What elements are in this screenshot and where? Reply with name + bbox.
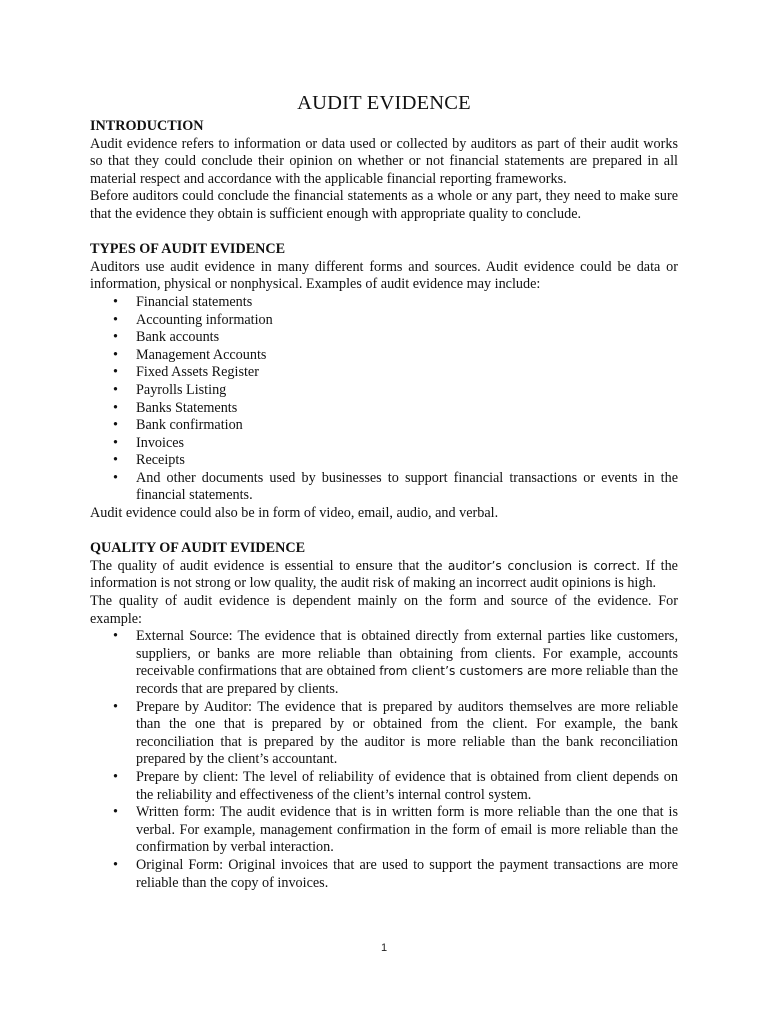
bullet-icon: • — [113, 434, 118, 451]
list-item — [113, 469, 678, 505]
list-item — [113, 698, 678, 769]
bullet-icon: • — [113, 311, 118, 328]
section-heading-quality: QUALITY OF AUDIT EVIDENCE — [90, 540, 306, 557]
list-item-text: And other documents used by businesses to support financial transactions or events in the financial statements. — [136, 469, 678, 504]
spacer — [90, 224, 678, 242]
types-intro-paragraph: Auditors use audit evidence in many different forms and sources. Audit evidence could be data or information, physical or nonphysical. Examples of audit evidence may include: — [90, 258, 678, 293]
list-item — [113, 293, 678, 312]
quality-paragraph-1-start: The quality of audit evidence is essential to ensure that the — [90, 557, 448, 574]
list-item — [113, 329, 678, 347]
bullet-icon: • — [113, 628, 118, 645]
list-item — [113, 311, 678, 330]
list-item-text: Original Form: Original invoices that are used to support the payment transactions are more reliable than the copy of invoices. — [136, 856, 678, 891]
document-title: AUDIT EVIDENCE — [297, 92, 471, 114]
section-heading-introduction: INTRODUCTION — [90, 118, 204, 134]
list-item-text: Banks Statements — [136, 399, 238, 416]
list-item-text: Prepare by client: The level of reliability of evidence that is obtained from client depends on the reliability and effectiveness of the client’s internal control system. — [136, 768, 678, 803]
list-item-text: Financial statements — [136, 293, 253, 310]
list-item — [113, 381, 678, 400]
list-item-text: Invoices — [136, 434, 185, 451]
list-item-text: Accounting information — [136, 311, 273, 328]
bullet-icon: • — [113, 804, 118, 821]
list-item — [113, 417, 678, 435]
bullet-icon: • — [113, 399, 118, 416]
quality-list — [90, 628, 678, 892]
bullet-icon: • — [113, 856, 118, 873]
bullet-icon: • — [113, 452, 118, 469]
list-item-text: Bank confirmation — [136, 417, 243, 434]
bullet-icon: • — [113, 329, 118, 346]
bullet-icon: • — [113, 364, 118, 381]
list-item-text: Fixed Assets Register — [136, 364, 259, 381]
types-list — [90, 294, 678, 505]
list-item — [113, 804, 678, 857]
list-item — [113, 434, 678, 453]
list-item — [113, 364, 678, 382]
quality-paragraph-1 — [90, 558, 678, 593]
bullet-icon: • — [113, 381, 118, 398]
types-closing-paragraph: Audit evidence could also be in form of video, email, audio, and verbal. — [90, 505, 499, 522]
list-item-text: Bank accounts — [136, 329, 220, 346]
list-item-text: Written form: The audit evidence that is in written form is more reliable than the one that is verbal. For example, management confirmation in the form of email is more reliable than the confirmation by verbal interaction. — [136, 804, 678, 856]
bullet-icon: • — [113, 768, 118, 785]
list-item-text: Payrolls Listing — [136, 381, 227, 398]
list-item — [113, 628, 679, 698]
quality-paragraph-1-sans: auditor’s conclusion is correct. — [447, 558, 641, 573]
list-item — [113, 346, 678, 365]
bullet-icon: • — [113, 698, 118, 715]
quality-paragraph-2: The quality of audit evidence is dependent mainly on the form and source of the evidence. For example: — [90, 593, 678, 627]
list-item-text: Management Accounts — [136, 346, 267, 363]
bullet-icon: • — [113, 417, 118, 434]
page-number: 1 — [380, 942, 388, 954]
list-item-text-start: External Source: The evidence that is obtained directly from external parties like customers, suppliers, or banks are more reliable than obtaining from clients. For example, accounts receivable confirmations that are obtained — [136, 628, 678, 680]
list-item — [113, 452, 678, 470]
introduction-paragraph-2: Before auditors could conclude the financial statements as a whole or any part, they need to make sure that the evidence they obtain is sufficient enough with appropriate quality to conclude. — [90, 188, 678, 222]
introduction-paragraph-1: Audit evidence refers to information or data used or collected by auditors as part of their audit works so that they could conclude their opinion on whether or not financial statements are prepared in all material respect and accordance with the applicable financial reporting frameworks. — [90, 135, 678, 187]
quality-paragraph-1-end: If the information is not strong or low quality, the audit risk of making an incorrect audit opinions is high. — [90, 557, 678, 592]
document-page — [90, 90, 678, 892]
list-item-text-sans: from client’s customers are more — [379, 664, 583, 679]
list-item — [113, 856, 678, 892]
spacer — [90, 523, 678, 541]
bullet-icon: • — [113, 346, 118, 363]
list-item — [113, 399, 678, 418]
list-item — [113, 768, 678, 804]
list-item-text: Receipts — [136, 452, 185, 469]
section-heading-types: TYPES OF AUDIT EVIDENCE — [90, 241, 286, 258]
bullet-icon: • — [113, 293, 118, 310]
bullet-icon: • — [113, 469, 118, 486]
list-item-text: Prepare by Auditor: The evidence that is prepared by auditors themselves are more reliable than the one that is prepared by or obtained from the client. For example, the bank reconciliation that is prepared by the auditor is more reliable than the bank reconciliation prepared by the client’s accountant. — [136, 698, 678, 768]
list-item-text-end: reliable than the records that are prepared by clients. — [136, 663, 679, 697]
